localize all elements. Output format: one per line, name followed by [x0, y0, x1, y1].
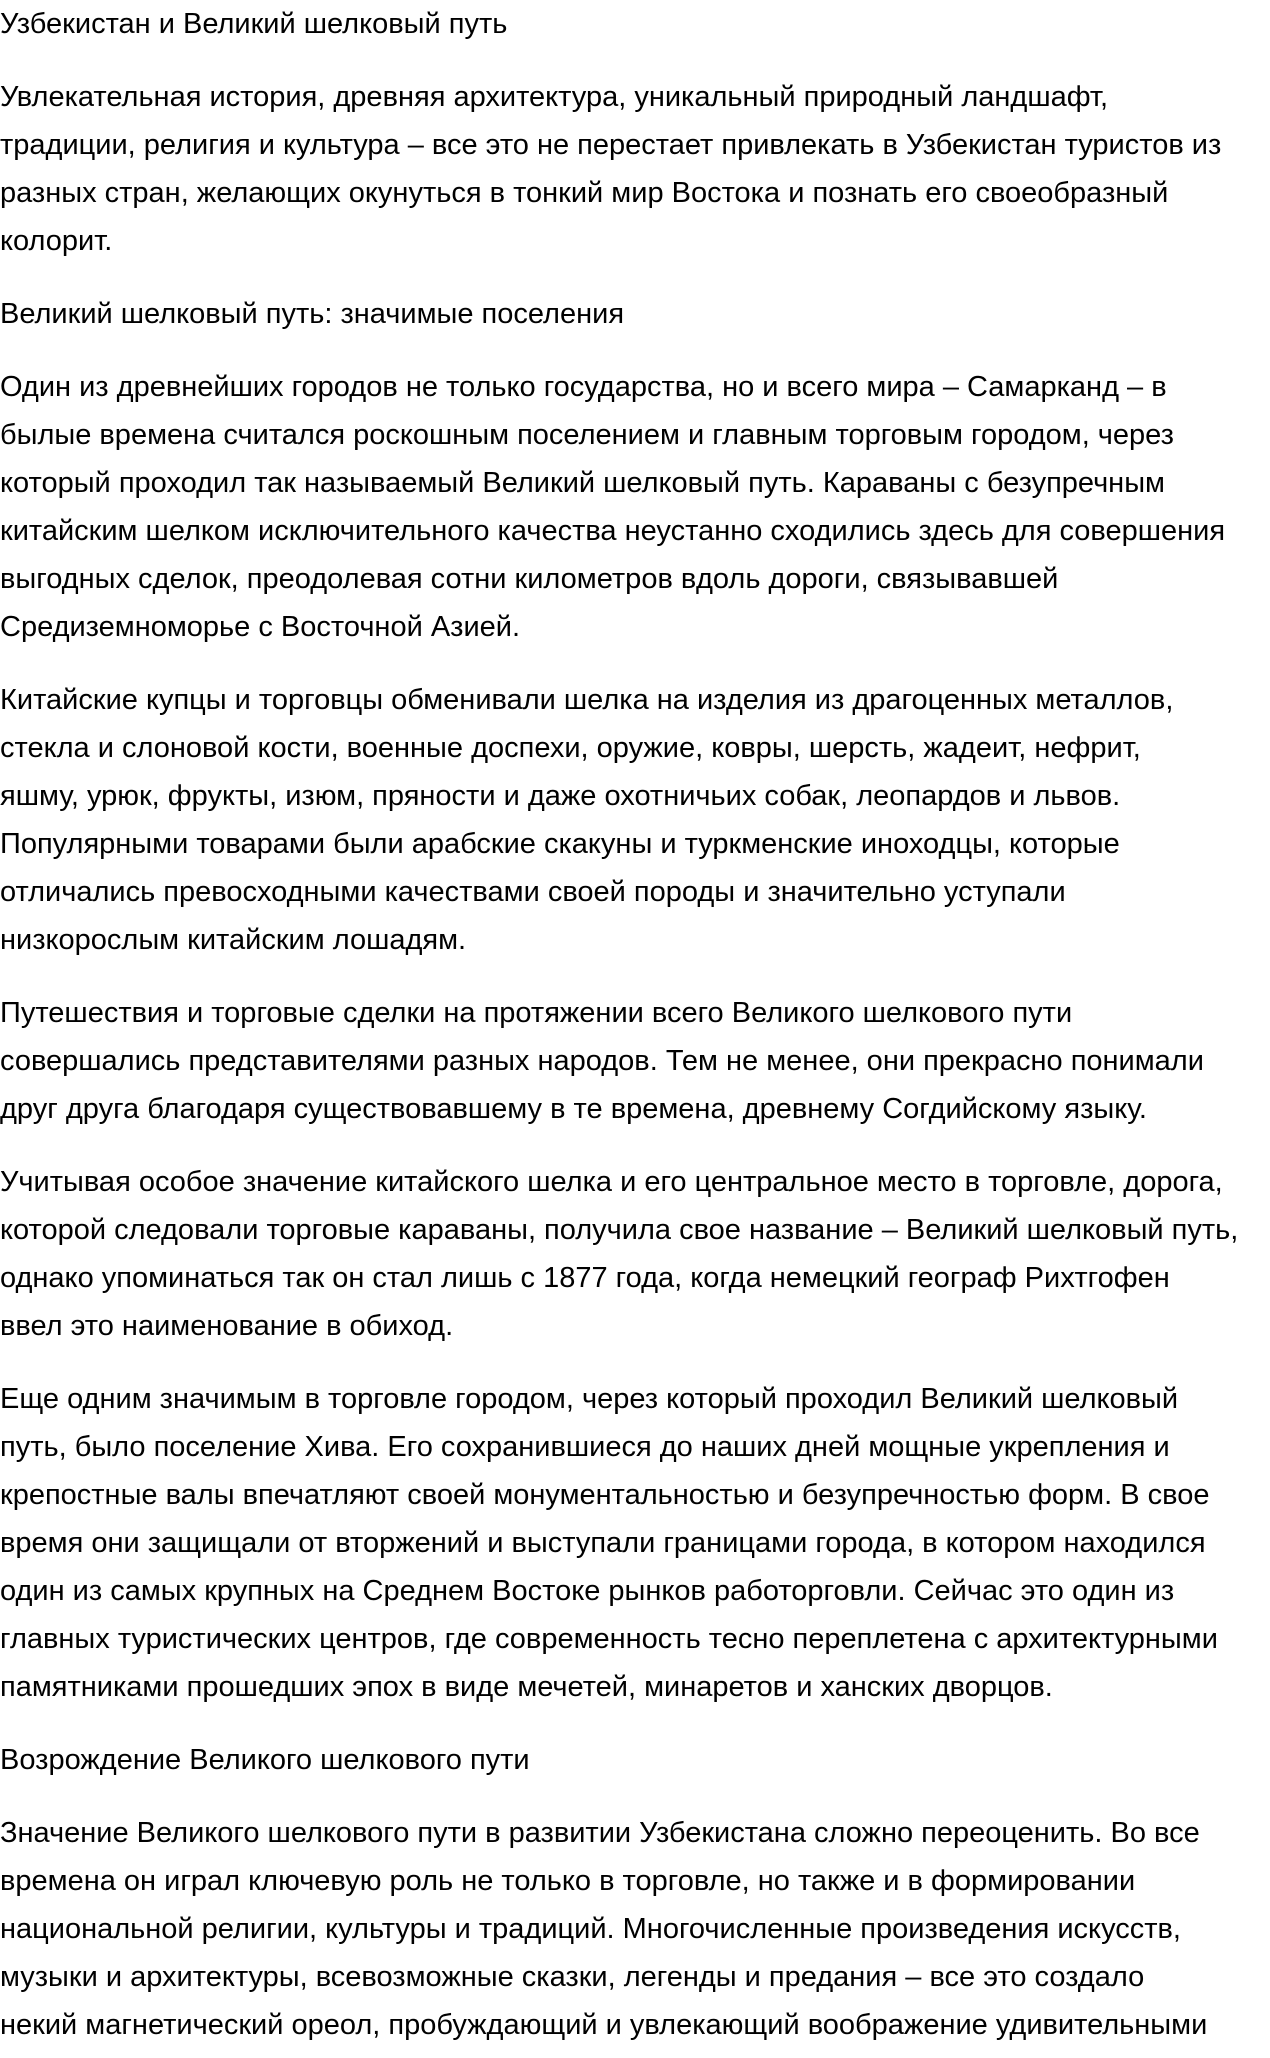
paragraph: [0, 989, 1270, 1133]
text-line: однако упоминаться так он стал лишь с 1877 года, когда немецкий географ Рихтгофен: [0, 1262, 1170, 1294]
text-line: время они защищали от вторжений и выступали границами города, в котором находился: [0, 1527, 1206, 1559]
text-line: времена он играл ключевую роль не только в торговле, но также и в формировании: [0, 1865, 1136, 1897]
text-line: Путешествия и торговые сделки на протяжении всего Великого шелкового пути: [0, 997, 1073, 1029]
title-line: Узбекистан и Великий шелковый путь: [0, 8, 508, 40]
text-line: былые времена считался роскошным поселением и главным торговым городом, через: [0, 419, 1174, 451]
paragraph: [0, 363, 1270, 651]
heading-line: Возрождение Великого шелкового пути: [0, 1744, 530, 1776]
heading-line: Великий шелковый путь: значимые поселения: [0, 298, 625, 330]
text-line: Средиземноморье с Восточной Азией.: [0, 611, 521, 643]
text-line: один из самых крупных на Среднем Востоке рынков работорговли. Сейчас это один из: [0, 1575, 1175, 1607]
paragraph: [0, 73, 1270, 265]
text-line: путь, было поселение Хива. Его сохранившиеся до наших дней мощные укрепления и: [0, 1431, 1170, 1463]
text-line: Китайские купцы и торговцы обменивали шелка на изделия из драгоценных металлов,: [0, 684, 1174, 716]
text-line: национальной религии, культуры и традиций. Многочисленные произведения искусств,: [0, 1913, 1181, 1945]
section-heading: [0, 1736, 1270, 1784]
text-line: выгодных сделок, преодолевая сотни километров вдоль дороги, связывавшей: [0, 563, 1059, 595]
text-line: Увлекательная история, древняя архитектура, уникальный природный ландшафт,: [0, 81, 1109, 113]
text-line: яшму, урюк, фрукты, изюм, пряности и даже охотничьих собак, леопардов и львов.: [0, 780, 1121, 812]
section-heading: [0, 290, 1270, 338]
text-line: китайским шелком исключительного качества неустанно сходились здесь для совершения: [0, 515, 1226, 547]
text-line: некий магнетический ореол, пробуждающий и увлекающий воображение удивительными: [0, 2009, 1208, 2041]
text-line: низкорослым китайским лошадям.: [0, 924, 467, 956]
text-line: главных туристических центров, где современность тесно переплетена с архитектурными: [0, 1623, 1218, 1655]
text-line: Значение Великого шелкового пути в развитии Узбекистана сложно переоценить. Во все: [0, 1817, 1200, 1849]
document-title: [0, 0, 1270, 48]
text-line: стекла и слоновой кости, военные доспехи, оружие, ковры, шерсть, жадеит, нефрит,: [0, 732, 1141, 764]
text-line: колорит.: [0, 225, 113, 257]
paragraph: [0, 1809, 1270, 2049]
text-line: музыки и архитектуры, всевозможные сказки, легенды и предания – все это создало: [0, 1961, 1145, 1993]
text-line: памятниками прошедших эпох в виде мечетей, минаретов и ханских дворцов.: [0, 1671, 1053, 1703]
text-line: которой следовали торговые караваны, получила свое название – Великий шелковый путь,: [0, 1214, 1239, 1246]
text-line: крепостные валы впечатляют своей монументальностью и безупречностью форм. В свое: [0, 1479, 1210, 1511]
text-line: традиции, религия и культура – все это не перестает привлекать в Узбекистан туристов из: [0, 129, 1222, 161]
text-line: Еще одним значимым в торговле городом, через который проходил Великий шелковый: [0, 1383, 1179, 1415]
text-line: Популярными товарами были арабские скакуны и туркменские иноходцы, которые: [0, 828, 1120, 860]
paragraph: [0, 676, 1270, 964]
text-line: Один из древнейших городов не только государства, но и всего мира – Самарканд – в: [0, 371, 1167, 403]
text-line: совершались представителями разных народов. Тем не менее, они прекрасно понимали: [0, 1045, 1204, 1077]
text-line: который проходил так называемый Великий шелковый путь. Караваны с безупречным: [0, 467, 1165, 499]
text-line: отличались превосходными качествами своей породы и значительно уступали: [0, 876, 1066, 908]
text-line: Учитывая особое значение китайского шелка и его центральное место в торговле, дорога,: [0, 1166, 1223, 1198]
paragraph: [0, 1158, 1270, 1350]
text-line: друг друга благодаря существовавшему в те времена, древнему Согдийскому языку.: [0, 1093, 1147, 1125]
text-line: ввел это наименование в обиход.: [0, 1310, 454, 1342]
paragraph: [0, 1375, 1270, 1711]
text-line: разных стран, желающих окунуться в тонкий мир Востока и познать его своеобразный: [0, 177, 1169, 209]
